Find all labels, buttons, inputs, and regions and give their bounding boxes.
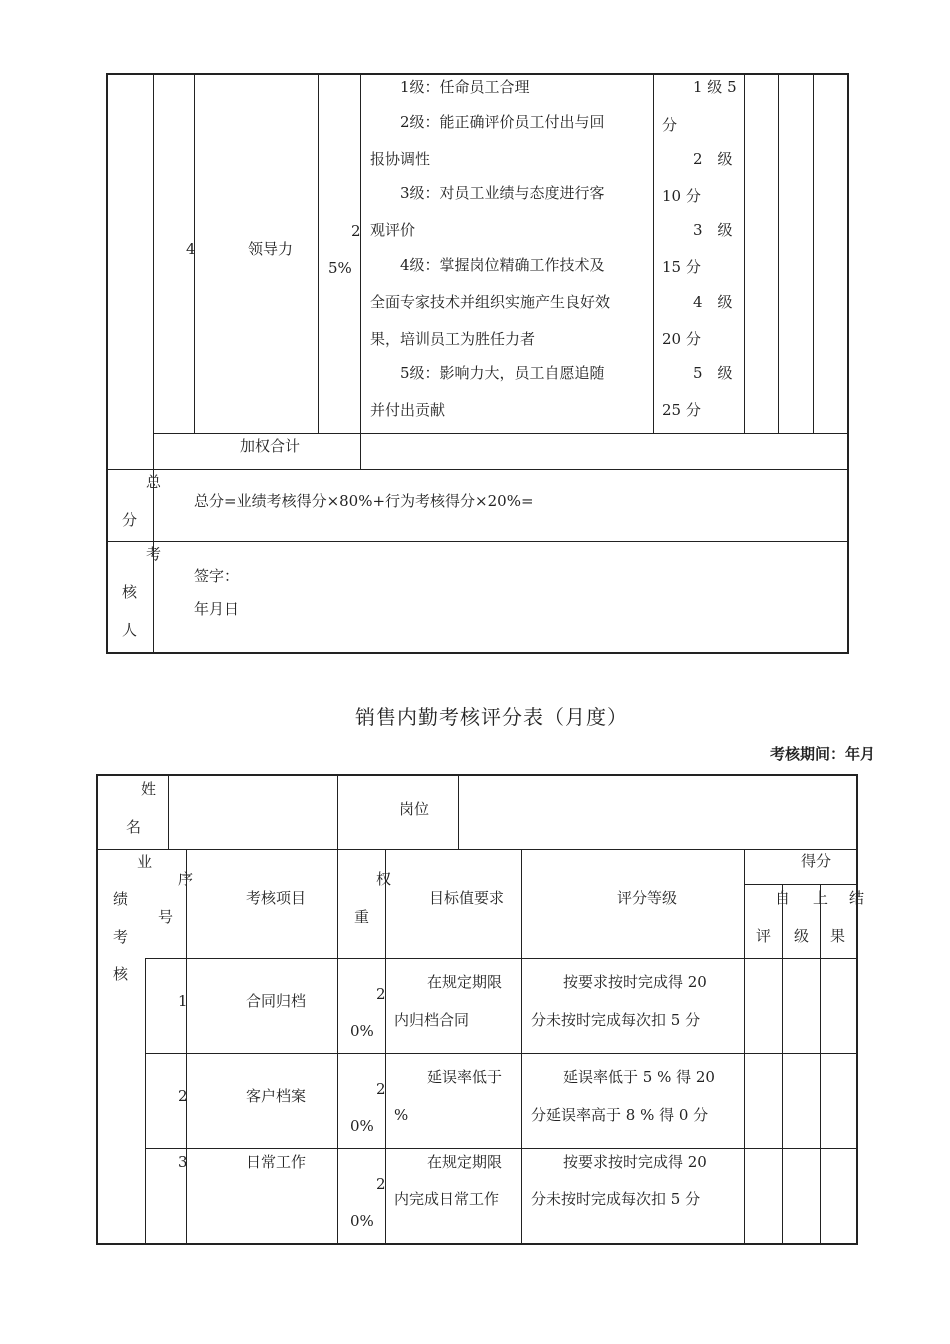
item-name: 领导力 [248, 240, 294, 258]
row-number: 1 [178, 992, 188, 1010]
row-target: 内归档合同 [394, 1011, 470, 1029]
signature-label: 签字： [194, 567, 240, 585]
table-rule [145, 958, 146, 1244]
item-weight: 2 [351, 222, 361, 240]
table-border [856, 774, 858, 1245]
table-rule [186, 849, 187, 1244]
reviewer-label: 考 [146, 545, 162, 563]
level-score: 10 分 [662, 187, 701, 205]
row-grade: 按要求按时完成得 20 [563, 1153, 707, 1171]
table-rule [96, 849, 856, 850]
header-self: 自 [775, 889, 791, 907]
row-number: 2 [178, 1087, 188, 1105]
row-target: 延误率低于 [427, 1068, 503, 1086]
row-weight: 2 [376, 985, 386, 1003]
self-score-cell[interactable] [745, 1149, 781, 1242]
table-rule [337, 849, 338, 1244]
table-border [847, 73, 849, 654]
weighted-total-label: 加权合计 [240, 437, 301, 455]
total-label: 总 [146, 473, 162, 491]
row-grade: 延误率低于 5 % 得 20 [563, 1068, 715, 1086]
header-superior: 级 [794, 927, 810, 945]
table-rule [106, 469, 847, 470]
row-grade: 分未按时完成每次扣 5 分 [531, 1190, 701, 1208]
position-label: 岗位 [399, 800, 430, 818]
table-rule [337, 774, 338, 849]
document-title: 销售内勤考核评分表（月度） [355, 705, 628, 729]
row-weight: 2 [376, 1175, 386, 1193]
row-grade: 分延误率高于 8 % 得 0 分 [531, 1106, 709, 1124]
name-label: 名 [126, 818, 142, 836]
level-description: 果，培训员工为胜任力者 [370, 330, 536, 348]
table-rule [318, 73, 319, 433]
table-border [106, 652, 849, 654]
level-score: 20 分 [662, 330, 701, 348]
total-formula: 总分=业绩考核得分×80%+行为考核得分×20%= [194, 492, 534, 510]
level-description: 1级：任命员工合理 [400, 78, 530, 96]
row-item: 合同归档 [246, 992, 307, 1010]
reviewer-label: 人 [122, 621, 138, 639]
level-description: 报协调性 [370, 150, 431, 168]
reviewer-label: 核 [122, 583, 138, 601]
table-border [96, 774, 98, 1245]
item-weight: 5% [328, 259, 352, 277]
row-weight: 0% [350, 1117, 374, 1135]
header-target: 目标值要求 [429, 889, 505, 907]
section-label: 核 [113, 965, 129, 983]
row-target: 在规定期限 [427, 1153, 503, 1171]
section-label: 绩 [113, 890, 129, 908]
self-score-cell[interactable] [745, 1054, 781, 1147]
header-superior: 上 [813, 889, 829, 907]
row-target: % [394, 1106, 409, 1124]
row-grade: 分未按时完成每次扣 5 分 [531, 1011, 701, 1029]
superior-score-cell[interactable] [783, 1149, 819, 1242]
name-label: 姓 [141, 780, 157, 798]
level-description: 全面专家技术并组织实施产生良好效 [370, 293, 611, 311]
level-score: 25 分 [662, 401, 701, 419]
row-weight: 0% [350, 1212, 374, 1230]
row-grade: 按要求按时完成得 20 [563, 973, 707, 991]
row-target: 在规定期限 [427, 973, 503, 991]
header-item: 考核项目 [246, 889, 307, 907]
level-score: 5 级 [693, 364, 733, 382]
superior-score-cell[interactable] [783, 1054, 819, 1147]
superior-score-cell[interactable] [783, 959, 819, 1052]
header-weight: 重 [354, 908, 370, 926]
item-number: 4 [186, 240, 196, 258]
level-score: 分 [662, 116, 678, 134]
header-result: 结 [849, 889, 865, 907]
table-rule [813, 73, 814, 433]
row-item: 客户档案 [246, 1087, 307, 1105]
date-label: 年月日 [194, 600, 240, 618]
level-score: 15 分 [662, 258, 701, 276]
level-description: 3级：对员工业绩与态度进行客 [400, 184, 605, 202]
table-rule [153, 433, 847, 434]
table-rule [778, 73, 779, 433]
level-description: 5级：影响力大，员工自愿追随 [400, 364, 605, 382]
level-description: 2级：能正确评价员工付出与回 [400, 113, 605, 131]
row-target: 内完成日常工作 [394, 1190, 500, 1208]
table-rule [106, 541, 847, 542]
table-rule [153, 73, 154, 654]
section-label: 考 [113, 928, 129, 946]
review-period: 考核期间：年月 [770, 745, 876, 763]
header-result: 果 [830, 927, 846, 945]
level-score: 2 级 [693, 150, 733, 168]
header-score: 得分 [801, 852, 832, 870]
level-description: 4级：掌握岗位精确工作技术及 [400, 256, 605, 274]
level-description: 观评价 [370, 221, 416, 239]
header-weight: 权 [376, 870, 392, 888]
row-weight: 0% [350, 1022, 374, 1040]
result-score-cell[interactable] [821, 1149, 855, 1242]
result-score-cell[interactable] [821, 1054, 855, 1147]
result-score-cell[interactable] [821, 959, 855, 1052]
position-value-cell[interactable] [459, 776, 855, 848]
level-description: 并付出贡献 [370, 401, 446, 419]
table-rule [653, 73, 654, 433]
table-border [106, 73, 108, 654]
table-rule [360, 73, 361, 469]
level-score: 4 级 [693, 293, 733, 311]
section-label: 业 [137, 853, 153, 871]
self-score-cell[interactable] [745, 959, 781, 1052]
name-value-cell[interactable] [169, 776, 336, 848]
table-rule [744, 884, 856, 885]
header-seq: 号 [158, 908, 174, 926]
table-rule [521, 849, 522, 1244]
row-weight: 2 [376, 1080, 386, 1098]
level-score: 3 级 [693, 221, 733, 239]
row-number: 3 [178, 1153, 188, 1171]
header-grade: 评分等级 [617, 889, 678, 907]
table-border [106, 73, 849, 75]
header-seq: 序 [178, 870, 194, 888]
row-item: 日常工作 [246, 1153, 307, 1171]
total-label: 分 [122, 511, 138, 529]
header-self: 评 [756, 927, 772, 945]
level-score: 1 级 5 [693, 78, 737, 96]
table-rule [744, 73, 745, 433]
